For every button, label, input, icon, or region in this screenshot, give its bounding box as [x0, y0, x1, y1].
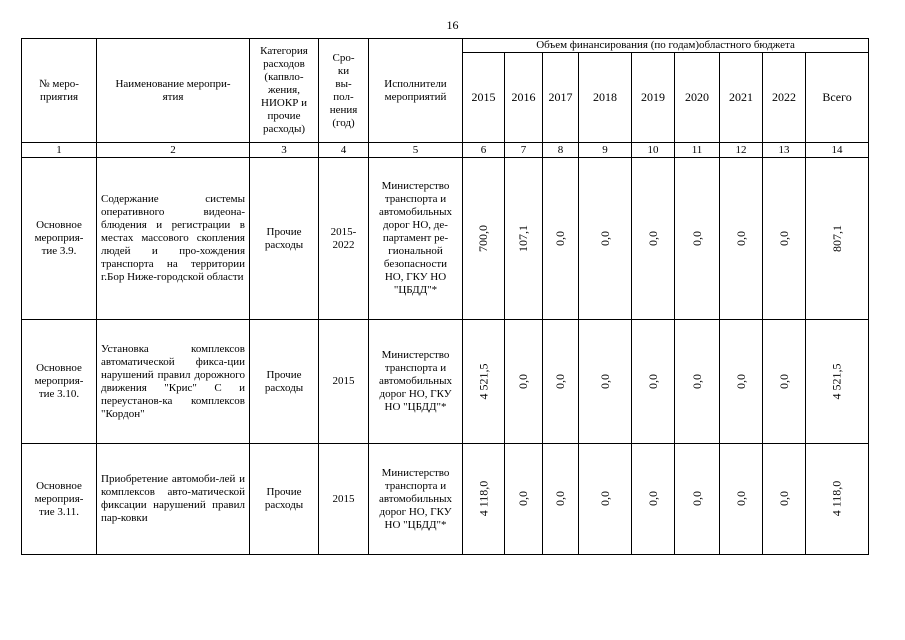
financing-value-2021: [720, 320, 763, 444]
financing-value-2021: [720, 444, 763, 555]
financing-value-text: 0,0: [689, 373, 704, 389]
header-financing: Объем финансирования (по годам)областного бюджета: [463, 39, 869, 53]
execution-term: 2015- 2022: [319, 158, 369, 320]
financing-value-2018: [579, 444, 632, 555]
financing-value-Всего: [806, 320, 869, 444]
column-number-9: 9: [579, 143, 632, 158]
column-number-14: 14: [806, 143, 869, 158]
expense-category: Прочие расходы: [250, 320, 319, 444]
financing-value-2019: [632, 444, 675, 555]
header-executors: Исполнители мероприятий: [369, 39, 463, 143]
table-row: [22, 320, 869, 444]
column-number-6: 6: [463, 143, 505, 158]
header-year-6: 2021: [720, 53, 763, 143]
column-number-4: 4: [319, 143, 369, 158]
financing-value-2015: [463, 158, 505, 320]
financing-value-Всего: [806, 158, 869, 320]
financing-value-text: 107,1: [516, 224, 530, 252]
measure-number: Основное мероприя- тие 3.11.: [22, 444, 97, 555]
financing-value-text: 0,0: [733, 491, 748, 506]
financing-value-text: 4 521,5: [829, 363, 844, 399]
expense-category: Прочие расходы: [250, 158, 319, 320]
financing-value-2015: [463, 320, 505, 444]
financing-value-2022: [763, 158, 806, 320]
financing-value-text: 0,0: [597, 230, 612, 246]
financing-value-text: 807,1: [829, 224, 844, 252]
financing-value-text: 0,0: [776, 373, 791, 389]
financing-value-2021: [720, 158, 763, 320]
financing-value-text: 4 118,0: [829, 480, 844, 517]
financing-value-2022: [763, 444, 806, 555]
financing-value-2016: [505, 158, 543, 320]
financing-value-text: 0,0: [516, 373, 530, 389]
page-number: 16: [446, 18, 459, 32]
financing-value-text: 0,0: [597, 373, 612, 389]
expense-category: Прочие расходы: [250, 444, 319, 555]
column-number-7: 7: [505, 143, 543, 158]
column-number-13: 13: [763, 143, 806, 158]
financing-value-2022: [763, 320, 806, 444]
financing-value-Всего: [806, 444, 869, 555]
executors: Министерство транспорта и автомобильных дорог НО, де- партамент ре- гиональной безопасности НО, ГКУ НО "ЦБДД"*: [369, 158, 463, 320]
financing-value-2020: [675, 320, 720, 444]
header-category: Категория расходов (капвло- жения, НИОКР и прочие расходы): [250, 39, 319, 143]
financing-value-text: 0,0: [645, 373, 660, 389]
header-year-5: 2020: [675, 53, 720, 143]
financing-value-2019: [632, 158, 675, 320]
financing-value-2016: [505, 320, 543, 444]
financing-value-2018: [579, 158, 632, 320]
financing-value-text: 0,0: [516, 491, 530, 506]
financing-value-2017: [543, 158, 579, 320]
header-year-3: 2018: [579, 53, 632, 143]
financing-value-text: 0,0: [733, 373, 748, 389]
financing-value-2019: [632, 320, 675, 444]
header-year-4: 2019: [632, 53, 675, 143]
financing-value-text: 0,0: [689, 491, 704, 506]
financing-value-text: 0,0: [645, 491, 660, 506]
financing-value-text: 0,0: [553, 373, 567, 389]
financing-value-2016: [505, 444, 543, 555]
financing-value-2020: [675, 158, 720, 320]
column-number-11: 11: [675, 143, 720, 158]
column-number-12: 12: [720, 143, 763, 158]
header-year-0: 2015: [463, 53, 505, 143]
measure-number: Основное мероприя- тие 3.10.: [22, 320, 97, 444]
column-number-2: 2: [97, 143, 250, 158]
header-year-2: 2017: [543, 53, 579, 143]
table-row: [22, 158, 869, 320]
header-no: № меро- приятия: [22, 39, 97, 143]
financing-value-text: 0,0: [553, 230, 567, 246]
financing-value-text: 0,0: [776, 230, 791, 246]
financing-value-text: 0,0: [733, 230, 748, 246]
financing-value-text: 4 521,5: [476, 363, 490, 399]
header-year-1: 2016: [505, 53, 543, 143]
financing-value-2020: [675, 444, 720, 555]
financing-value-text: 0,0: [597, 491, 612, 506]
financing-value-text: 4 118,0: [476, 480, 490, 517]
column-number-10: 10: [632, 143, 675, 158]
measure-name: Установка комплексов автоматической фикса-ции нарушений правил дорожного движения "Крис" С и переустанов-ка комплексов "Кордон": [97, 320, 250, 444]
financing-value-2017: [543, 444, 579, 555]
column-number-1: 1: [22, 143, 97, 158]
measure-name: Приобретение автомоби-лей и комплексов авто-матической фиксации нарушений правил пар-ковки: [97, 444, 250, 555]
column-number-3: 3: [250, 143, 319, 158]
financing-value-text: 0,0: [645, 230, 660, 246]
financing-value-text: 0,0: [689, 230, 704, 246]
header-year-7: 2022: [763, 53, 806, 143]
financing-value-text: 700,0: [476, 224, 490, 252]
column-number-8: 8: [543, 143, 579, 158]
executors: Министерство транспорта и автомобильных дорог НО, ГКУ НО "ЦБДД"*: [369, 320, 463, 444]
header-terms: Сро- ки вы- пол- нения (год): [319, 39, 369, 143]
financing-value-2018: [579, 320, 632, 444]
financing-value-2015: [463, 444, 505, 555]
column-number-5: 5: [369, 143, 463, 158]
header-year-8: Всего: [806, 53, 869, 143]
financing-value-2017: [543, 320, 579, 444]
header-name: Наименование меропри- ятия: [97, 39, 250, 143]
financing-value-text: 0,0: [553, 491, 567, 506]
financing-value-text: 0,0: [776, 491, 791, 506]
table-row: [22, 444, 869, 555]
execution-term: 2015: [319, 444, 369, 555]
measure-number: Основное мероприя- тие 3.9.: [22, 158, 97, 320]
financing-table: [21, 38, 869, 555]
executors: Министерство транспорта и автомобильных дорог НО, ГКУ НО "ЦБДД"*: [369, 444, 463, 555]
execution-term: 2015: [319, 320, 369, 444]
measure-name: Содержание системы оперативного видеона-блюдения и регистрации в местах массового скопления людей и про-хождения транспорта на территории г.Бор Ниже-городской области: [97, 158, 250, 320]
